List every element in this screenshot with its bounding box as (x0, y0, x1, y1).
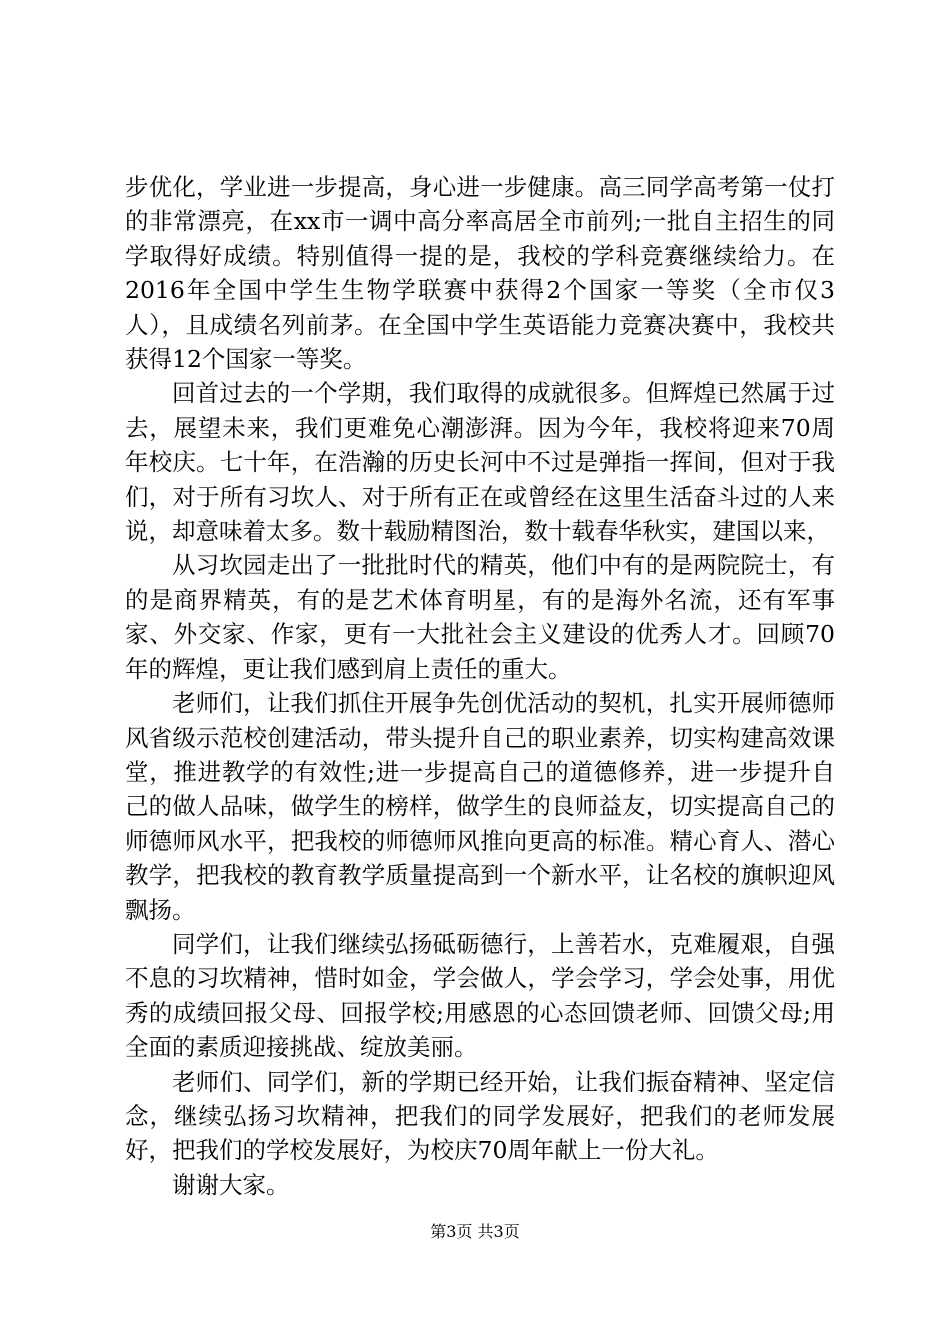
paragraph-2: 回首过去的一个学期，我们取得的成就很多。但辉煌已然属于过去，展望未来，我们更难免心潮澎湃。因为今年，我校将迎来70周年校庆。七十年，在浩瀚的历史长河中不过是弹指一挥间，但对于我们，对于所有习坎人、对于所有正在或曾经在这里生活奋斗过的人来说，却意味着太多。数十载励精图治，数十载春华秋实，建国以来， (125, 379, 835, 546)
paragraph-4: 老师们，让我们抓住开展争先创优活动的契机，扎实开展师德师风省级示范校创建活动，带头提升自己的职业素养，切实构建高效课堂，推进教学的有效性;进一步提高自己的道德修养，进一步提升自己的做人品味，做学生的榜样，做学生的良师益友，切实提高自己的师德师风水平，把我校的师德师风推向更高的标准。精心育人、潜心教学，把我校的教育教学质量提高到一个新水平，让名校的旗帜迎风飘扬。 (125, 689, 835, 924)
paragraph-7: 谢谢大家。 (172, 1170, 290, 1199)
page-number-footer: 第3页 共3页 (430, 1222, 520, 1241)
paragraph-3: 从习坎园走出了一批批时代的精英，他们中有的是两院院士，有的是商界精英，有的是艺术体育明星，有的是海外名流，还有军事家、外交家、作家，更有一大批社会主义建设的优秀人才。回顾70年的辉煌，更让我们感到肩上责任的重大。 (125, 551, 835, 683)
paragraph-6: 老师们、同学们，新的学期已经开始，让我们振奋精神、坚定信念，继续弘扬习坎精神，把我们的同学发展好，把我们的老师发展好，把我们的学校发展好，为校庆70周年献上一份大礼。 (125, 1067, 835, 1165)
document-body (125, 170, 835, 1202)
paragraph-1: 步优化，学业进一步提高，身心进一步健康。高三同学高考第一仗打的非常漂亮，在xx市一调中高分率高居全市前列;一批自主招生的同学取得好成绩。特别值得一提的是，我校的学科竞赛继续给力。在2016年全国中学生生物学联赛中获得2个国家一等奖（全市仅3人），且成绩名列前茅。在全国中学生英语能力竞赛决赛中，我校共获得12个国家一等奖。 (125, 173, 835, 374)
paragraph-5: 同学们，让我们继续弘扬砥砺德行，上善若水，克难履艰，自强不息的习坎精神，惜时如金，学会做人，学会学习，学会处事，用优秀的成绩回报父母、回报学校;用感恩的心态回馈老师、回馈父母;用全面的素质迎接挑战、绽放美丽。 (125, 929, 835, 1062)
